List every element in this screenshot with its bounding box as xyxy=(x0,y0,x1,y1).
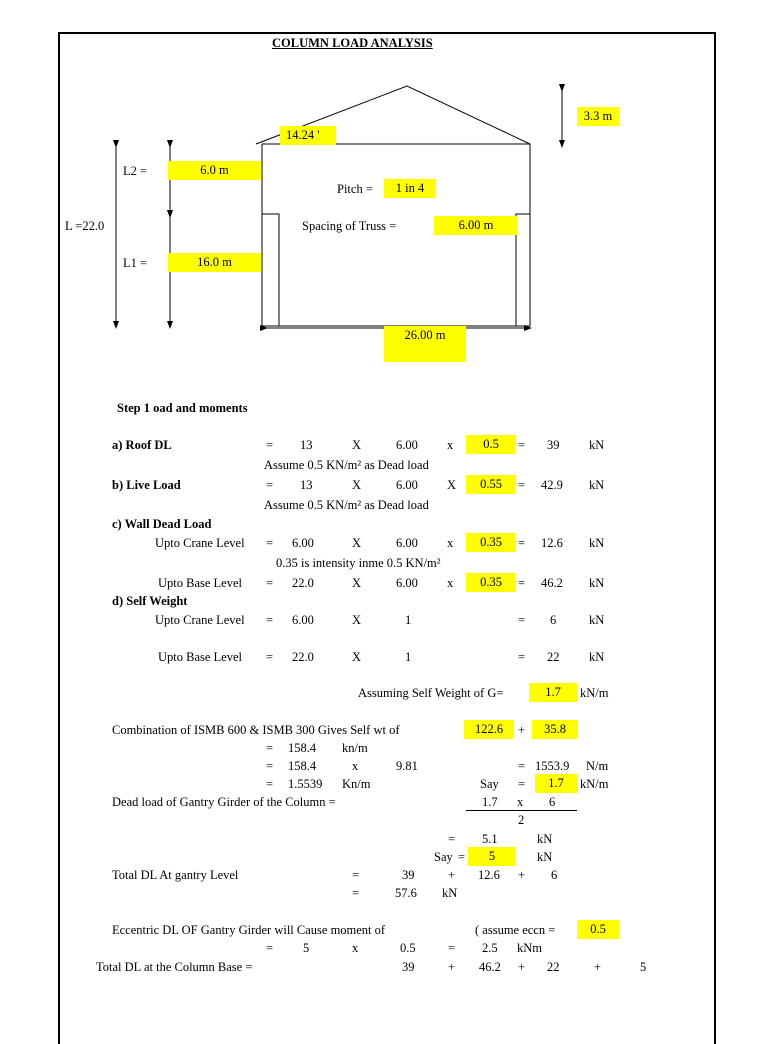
wall-crane-b: 6.00 xyxy=(396,536,418,550)
sw-assume-label: Assuming Self Weight of G= xyxy=(358,686,504,700)
live-load-factor: 0.55 xyxy=(466,475,516,494)
comb-row2-a: 158.4 xyxy=(288,759,317,773)
sw-base-label: Upto Base Level xyxy=(158,650,243,664)
sw-base-eq: = xyxy=(266,650,274,664)
eccentric-label: Eccentric DL OF Gantry Girder will Cause moment of xyxy=(112,923,386,937)
spacing-value: 6.00 m xyxy=(434,216,518,235)
spacing-label: Spacing of Truss = xyxy=(302,219,397,233)
sw-base-unit: kN xyxy=(589,650,605,664)
comb-row3-a: 1.5539 xyxy=(288,777,323,791)
comb-row3-say: Say xyxy=(480,777,499,791)
total-gantry-p1: + xyxy=(448,868,456,882)
building-outline xyxy=(262,144,530,326)
eccentric-value: 0.5 xyxy=(577,920,619,939)
sw-crane-op1: X xyxy=(352,613,362,627)
comb-row2-b: 9.81 xyxy=(396,759,418,773)
total-base-p2: + xyxy=(518,960,526,974)
wall-base-eq: = xyxy=(266,576,274,590)
wall-dl-note: 0.35 is intensity inme 0.5 KN/m² xyxy=(276,556,441,570)
self-weight-label: d) Self Weight xyxy=(112,594,188,608)
wall-base-op2: x xyxy=(447,576,454,590)
wall-base-op1: X xyxy=(352,576,362,590)
total-gantry-unit: kN xyxy=(442,886,458,900)
eccentric-op: x xyxy=(352,941,359,955)
gantry-say-unit: kN xyxy=(537,850,553,864)
live-load-b: 6.00 xyxy=(396,478,418,492)
wall-crane-unit: kN xyxy=(589,536,605,550)
gantry-say: Say xyxy=(434,850,453,864)
sw-base-op1: X xyxy=(352,650,362,664)
sw-assume-value: 1.7 xyxy=(529,683,577,702)
gantry-num-b: 6 xyxy=(549,795,556,809)
roof-dl-op2: x xyxy=(447,438,454,452)
wall-base-eq2: = xyxy=(518,576,526,590)
pitch-value: 1 in 4 xyxy=(384,179,436,198)
wall-crane-op2: x xyxy=(447,536,454,550)
eccentric-eq: = xyxy=(266,941,274,955)
comb-row2-result: 1553.9 xyxy=(535,759,570,773)
wall-crane-eq: = xyxy=(266,536,274,550)
comb-row1-unit: kn/m xyxy=(342,741,368,755)
total-base-p3: + xyxy=(594,960,602,974)
step1-heading: Step 1 oad and moments xyxy=(117,401,248,415)
wall-base-a: 22.0 xyxy=(292,576,314,590)
combination-v1: 122.6 xyxy=(464,720,514,739)
roof-dl-eq2: = xyxy=(518,438,526,452)
comb-row3-eq: = xyxy=(266,777,274,791)
roof-angle-value: 14.24 ' xyxy=(280,126,336,145)
total-base-label: Total DL at the Column Base = xyxy=(96,960,253,974)
wall-base-b: 6.00 xyxy=(396,576,418,590)
sw-assume-unit: kN/m xyxy=(580,686,609,700)
total-base-p1: + xyxy=(448,960,456,974)
eccentric-a: 5 xyxy=(303,941,310,955)
sw-base-b: 1 xyxy=(405,650,412,664)
sw-base-a: 22.0 xyxy=(292,650,314,664)
combination-label: Combination of ISMB 600 & ISMB 300 Gives Self wt of xyxy=(112,723,400,737)
roof-dl-unit: kN xyxy=(589,438,605,452)
live-load-op2: X xyxy=(447,478,457,492)
wall-crane-eq2: = xyxy=(518,536,526,550)
right-column xyxy=(516,214,530,326)
gantry-say-eq: = xyxy=(458,850,466,864)
sw-crane-b: 1 xyxy=(405,613,412,627)
total-base-a: 39 xyxy=(402,960,415,974)
l1-value: 16.0 m xyxy=(168,253,261,272)
comb-row3-unit: Kn/m xyxy=(342,777,371,791)
comb-row2-unit: N/m xyxy=(586,759,609,773)
live-load-eq: = xyxy=(266,478,274,492)
comb-row3-value: 1.7 xyxy=(535,774,577,793)
total-gantry-p2: + xyxy=(518,868,526,882)
l2-label: L2 = xyxy=(123,164,148,178)
wall-crane-factor: 0.35 xyxy=(466,533,516,552)
total-height-label: L =22.0 xyxy=(65,219,105,233)
total-base-d: 5 xyxy=(640,960,647,974)
page-title: COLUMN LOAD ANALYSIS xyxy=(272,36,433,50)
roof-dl-label: a) Roof DL xyxy=(112,438,172,452)
wall-base-result: 46.2 xyxy=(541,576,563,590)
rise-value: 3.3 m xyxy=(577,107,619,126)
wall-base-label: Upto Base Level xyxy=(158,576,243,590)
span-value: 26.00 m xyxy=(384,326,466,362)
roof-dl-a: 13 xyxy=(300,438,313,452)
roof-dl-b: 6.00 xyxy=(396,438,418,452)
comb-row1-a: 158.4 xyxy=(288,741,317,755)
gantry-eq: = xyxy=(448,832,456,846)
wall-crane-op1: X xyxy=(352,536,362,550)
total-base-b: 46.2 xyxy=(479,960,501,974)
total-gantry-c: 6 xyxy=(551,868,558,882)
total-gantry-label: Total DL At gantry Level xyxy=(112,868,239,882)
live-load-note: Assume 0.5 KN/m² as Dead load xyxy=(264,498,429,512)
gantry-result: 5.1 xyxy=(482,832,498,846)
fraction-bar xyxy=(466,810,577,811)
eccentric-result: 2.5 xyxy=(482,941,498,955)
gantry-unit: kN xyxy=(537,832,553,846)
roof-dl-op1: X xyxy=(352,438,362,452)
gantry-den: 2 xyxy=(518,813,525,827)
gantry-num-a: 1.7 xyxy=(482,795,498,809)
wall-crane-a: 6.00 xyxy=(292,536,314,550)
live-load-op1: X xyxy=(352,478,362,492)
roof-dl-factor: 0.5 xyxy=(466,435,516,454)
left-column xyxy=(262,214,279,326)
sw-crane-eq: = xyxy=(266,613,274,627)
gantry-num-op: x xyxy=(517,795,524,809)
eccentric-eq2: = xyxy=(448,941,456,955)
total-gantry-b: 12.6 xyxy=(478,868,500,882)
comb-row3-eq2: = xyxy=(518,777,526,791)
l1-label: L1 = xyxy=(123,256,148,270)
total-gantry-result: 57.6 xyxy=(395,886,417,900)
sw-base-result: 22 xyxy=(547,650,560,664)
gantry-say-value: 5 xyxy=(468,847,516,866)
sw-base-eq2: = xyxy=(518,650,526,664)
comb-row1-eq: = xyxy=(266,741,274,755)
combination-v2: 35.8 xyxy=(532,720,578,739)
total-gantry-eq2: = xyxy=(352,886,360,900)
combination-plus: + xyxy=(518,723,526,737)
eccentric-assume: ( assume eccn = xyxy=(475,923,556,937)
roof-dl-note: Assume 0.5 KN/m² as Dead load xyxy=(264,458,429,472)
sw-crane-a: 6.00 xyxy=(292,613,314,627)
total-gantry-a: 39 xyxy=(402,868,415,882)
live-load-unit: kN xyxy=(589,478,605,492)
eccentric-b: 0.5 xyxy=(400,941,416,955)
wall-crane-label: Upto Crane Level xyxy=(155,536,245,550)
wall-base-factor: 0.35 xyxy=(466,573,516,592)
wall-crane-result: 12.6 xyxy=(541,536,563,550)
comb-row2-eq: = xyxy=(266,759,274,773)
total-gantry-eq: = xyxy=(352,868,360,882)
roof-dl-result: 39 xyxy=(547,438,560,452)
live-load-label: b) Live Load xyxy=(112,478,181,492)
sw-crane-label: Upto Crane Level xyxy=(155,613,245,627)
gantry-dl-label: Dead load of Gantry Girder of the Column = xyxy=(112,795,336,809)
sw-crane-unit: kN xyxy=(589,613,605,627)
l2-value: 6.0 m xyxy=(168,161,261,180)
sw-crane-result: 6 xyxy=(550,613,557,627)
live-load-result: 42.9 xyxy=(541,478,563,492)
live-load-a: 13 xyxy=(300,478,313,492)
sw-crane-eq2: = xyxy=(518,613,526,627)
roof-dl-eq: = xyxy=(266,438,274,452)
comb-row2-eq2: = xyxy=(518,759,526,773)
live-load-eq2: = xyxy=(518,478,526,492)
wall-dl-label: c) Wall Dead Load xyxy=(112,517,212,531)
pitch-label: Pitch = xyxy=(337,182,373,196)
comb-row2-op: x xyxy=(352,759,359,773)
total-base-c: 22 xyxy=(547,960,560,974)
wall-base-unit: kN xyxy=(589,576,605,590)
comb-row3-unit2: kN/m xyxy=(580,777,609,791)
eccentric-unit: kNm xyxy=(517,941,542,955)
